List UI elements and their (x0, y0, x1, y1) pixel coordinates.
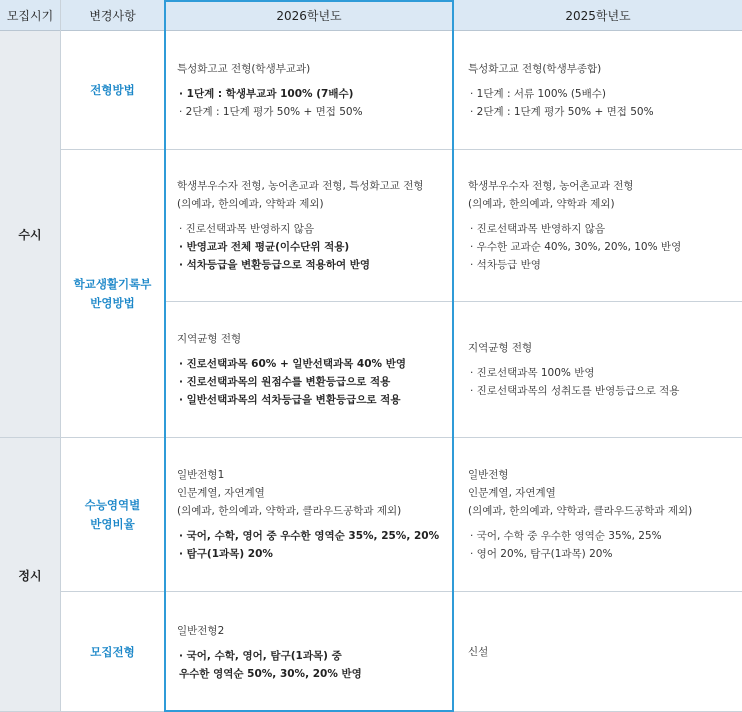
bullet-line: · 진로선택과목 반영하지 않음 (179, 223, 315, 235)
spacer (177, 78, 453, 85)
text-line: 지역균형 전형 (468, 342, 533, 354)
text-line: 학생부우수자 전형, 농어촌교과 전형 (468, 180, 634, 192)
bullet-line: · 진로선택과목의 원점수를 변환등급으로 적용 (179, 376, 391, 388)
header-2025: 2025학년도 (454, 0, 742, 30)
bullet-line: · 탐구(1과목) 20% (179, 548, 273, 560)
bullet-line: · 우수한 교과순 40%, 30%, 20%, 10% 반영 (470, 241, 682, 253)
grid-line (453, 0, 454, 712)
spacer (468, 213, 742, 220)
cell-2025-record-b (454, 302, 742, 437)
bullet-line: · 국어, 수학 중 우수한 영역순 35%, 25% (470, 530, 662, 542)
grid-line (0, 30, 742, 31)
cell-2026-csat (166, 438, 453, 591)
category-jeongsi: 정시 (0, 438, 60, 712)
spacer (177, 348, 453, 355)
spacer (177, 640, 453, 647)
bullet-line: · 국어, 수학, 영어 중 우수한 영역순 35%, 25%, 20% (179, 530, 440, 542)
text-line: (의예과, 한의예과, 약학과, 클라우드공학과 제외) (177, 505, 402, 517)
spacer (468, 357, 742, 364)
spacer (177, 520, 453, 527)
cell-2026-admission (166, 592, 453, 712)
grid-line (60, 0, 61, 712)
text-line: 지역균형 전형 (177, 333, 242, 345)
bullet-line: · 영어 20%, 탐구(1과목) 20% (470, 548, 613, 560)
item-label: 전형방법 (90, 82, 135, 97)
item-label: 모집전형 (90, 644, 135, 659)
text-line: 인문계열, 자연계열 (177, 487, 265, 499)
cell-2025-csat (454, 438, 742, 591)
cell-2026-record-b (166, 302, 453, 437)
text-line: 학생부우수자 전형, 농어촌교과 전형, 특성화고교 전형 (177, 180, 424, 192)
spacer (468, 520, 742, 527)
bullet-line: · 1단계 : 학생부교과 100% (7배수) (179, 87, 354, 100)
text-line: 특성화고교 전형(학생부교과) (177, 62, 311, 75)
bullet-line: · 진로선택과목 60% + 일반선택과목 40% 반영 (179, 358, 406, 370)
text-line: 일반전형2 (177, 624, 225, 637)
text-line: (의예과, 한의예과, 약학과, 클라우드공학과 제외) (468, 505, 693, 517)
cell-2026-selection (166, 31, 453, 149)
item-label: 학교생활기록부 (73, 276, 152, 291)
bullet-line: · 2단계 : 1단계 평가 50% + 면접 50% (470, 105, 654, 118)
spacer (468, 78, 742, 85)
cell-2025-record-a (454, 150, 742, 301)
grid-line (0, 437, 742, 438)
bullet-line: · 반영교과 전체 평균(이수단위 적용) (179, 241, 350, 253)
header-period: 모집시기 (0, 0, 60, 30)
bullet-line: · 일반선택과목의 석차등급을 변환등급으로 적용 (179, 394, 401, 406)
text-line: 인문계열, 자연계열 (468, 487, 556, 499)
cell-2025-selection (454, 31, 742, 149)
cell-2026-record-a (166, 150, 453, 301)
text-line: 신설 (468, 646, 489, 658)
text-line: (의예과, 한의예과, 약학과 제외) (177, 198, 324, 210)
grid-line (61, 591, 742, 592)
header-change: 변경사항 (61, 0, 164, 30)
item-selection-method (61, 31, 164, 149)
text-line: (의예과, 한의예과, 약학과 제외) (468, 198, 615, 210)
item-school-record (61, 150, 164, 437)
item-label: 반영비율 (90, 516, 135, 531)
bullet-line: · 2단계 : 1단계 평가 50% + 면접 50% (179, 105, 363, 118)
text-line: 일반전형 (468, 469, 509, 481)
category-susi: 수시 (0, 31, 60, 437)
bullet-line: · 진로선택과목 반영하지 않음 (470, 223, 606, 235)
item-label: 수능영역별 (84, 497, 141, 512)
item-csat-ratio (61, 438, 164, 591)
spacer (177, 213, 453, 220)
text-line: 특성화고교 전형(학생부종합) (468, 62, 602, 75)
bullet-line: · 국어, 수학, 영어, 탐구(1과목) 중 (179, 649, 342, 662)
bullet-line: 우수한 영역순 50%, 30%, 20% 반영 (179, 667, 362, 680)
grid-line (166, 301, 742, 302)
grid-line (61, 149, 742, 150)
text-line: 일반전형1 (177, 469, 225, 481)
item-admission-type (61, 592, 164, 712)
bullet-line: · 1단계 : 서류 100% (5배수) (470, 87, 606, 100)
item-label: 반영방법 (90, 295, 135, 310)
bullet-line: · 석차등급을 변환등급으로 적용하여 반영 (179, 259, 371, 271)
bullet-line: · 석차등급 반영 (470, 259, 541, 271)
cell-2025-admission (454, 592, 742, 712)
bullet-line: · 진로선택과목의 성취도를 반영등급으로 적용 (470, 385, 680, 397)
bullet-line: · 진로선택과목 100% 반영 (470, 367, 595, 379)
header-2026: 2026학년도 (165, 0, 453, 30)
